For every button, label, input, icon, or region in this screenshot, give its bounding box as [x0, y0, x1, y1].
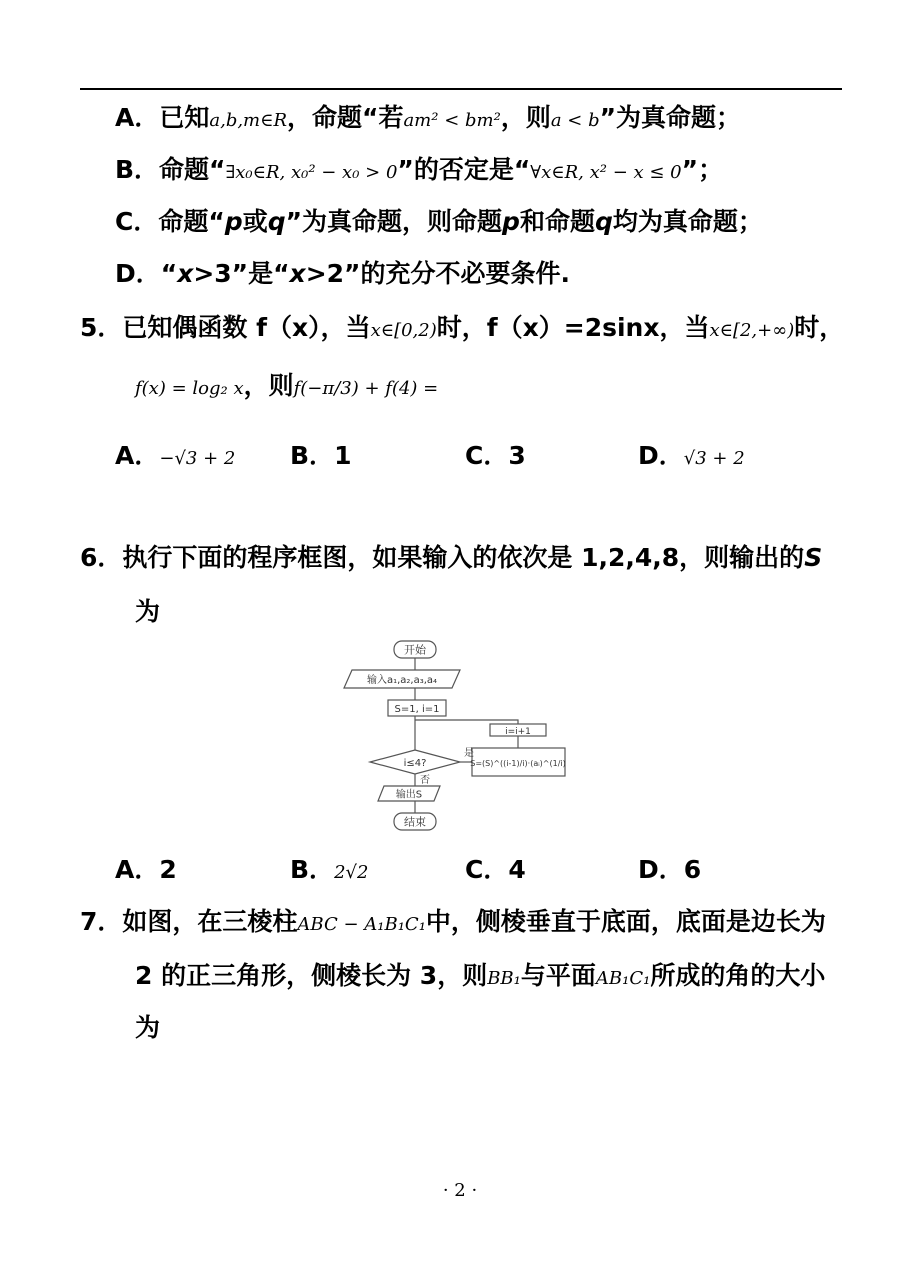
math: BB₁ [487, 968, 521, 989]
flow-no-label: 否 [420, 775, 430, 786]
math: ∃x₀∈R, x₀² − x₀ > 0 [225, 162, 398, 183]
q7-stem-line3 [135, 1012, 160, 1044]
q7-stem-line2 [135, 960, 825, 995]
label: B． [290, 441, 335, 470]
text: 5．已知偶函数 f（x），当 [80, 313, 371, 342]
flow-update-label: S=(S)^((i-1)/i)·(aᵢ)^(1/i) [470, 759, 566, 768]
flow-start-label: 开始 [404, 643, 426, 657]
var: x [177, 259, 194, 288]
text: 中，侧棱垂直于底面，底面是边长为 [425, 907, 826, 936]
q4-option-b [115, 154, 723, 189]
text: >2”的充分不必要条件. [305, 259, 570, 288]
q7-stem-line1 [80, 906, 826, 941]
flow-input-label: 输入a₁,a₂,a₃,a₄ [366, 675, 438, 686]
text: A．已知 [115, 103, 210, 132]
flow-yes-label: 是 [464, 748, 474, 759]
label: D． [638, 855, 684, 884]
text: B．命题“ [115, 155, 226, 184]
math: x∈[0,2) [370, 320, 437, 341]
label: A． [115, 855, 160, 884]
value: 3 [508, 441, 526, 470]
text: D．“ [115, 259, 178, 288]
text: 为 [135, 1013, 161, 1042]
text: 时， [794, 313, 845, 342]
q5-option-b [290, 440, 351, 472]
var: S [804, 543, 823, 572]
flow-end-label: 结束 [404, 815, 426, 829]
math: ∀x∈R, x² − x ≤ 0 [530, 162, 682, 183]
label: A． [115, 441, 160, 470]
flowchart [330, 638, 570, 838]
header-rule [80, 88, 842, 90]
q5-option-d [638, 440, 745, 475]
math: f(x) = log₂ x [135, 378, 244, 399]
label: B． [290, 855, 335, 884]
math: am² < bm² [403, 110, 501, 131]
text: ，命题“若 [287, 103, 404, 132]
text: ”的否定是“ [397, 155, 531, 184]
q6-option-b [290, 854, 368, 889]
q5-option-c [465, 440, 526, 472]
flow-init-label: S=1, i=1 [394, 704, 440, 715]
q6-stem-line1 [80, 542, 822, 574]
text: C．命题“ [115, 207, 225, 236]
text: 2 的正三角形，侧棱长为 3，则 [135, 961, 488, 990]
q4-option-d [115, 258, 570, 290]
text: 6．执行下面的程序框图，如果输入的依次是 1,2,4,8，则输出的 [80, 543, 805, 572]
flow-output-label: 输出S [395, 789, 423, 801]
q5-stem-line1 [80, 312, 844, 347]
flow-cond-label: i≤4? [403, 758, 427, 769]
var: q [594, 207, 613, 236]
text: ，则 [500, 103, 551, 132]
math: ABC − A₁B₁C₁ [297, 914, 426, 935]
q6-option-c [465, 854, 526, 886]
value: −√3 + 2 [159, 448, 236, 469]
math: a < b [550, 110, 600, 131]
text: 所成的角的大小 [650, 961, 826, 990]
text: 和命题 [519, 207, 595, 236]
q5-option-a [115, 440, 235, 475]
value: 6 [683, 855, 702, 884]
math: f(−π/3) + f(4) = [293, 378, 439, 399]
var: x [289, 259, 306, 288]
math: a,b,m∈R [209, 110, 288, 131]
value: 4 [508, 855, 526, 884]
text: ”为真命题； [599, 103, 742, 132]
var: q [267, 207, 286, 236]
q6-stem-line2 [135, 596, 160, 628]
var: p [502, 207, 520, 236]
page-number: · 2 · [442, 1180, 478, 1201]
var: p [224, 207, 243, 236]
text: ”为真命题，则命题 [285, 207, 503, 236]
text: 时，f（x）=2sinx，当 [436, 313, 710, 342]
q6-option-a [115, 854, 177, 886]
text: 或 [242, 207, 268, 236]
label: D． [638, 441, 684, 470]
value: 1 [334, 441, 352, 470]
text: 7．如图，在三棱柱 [80, 907, 298, 936]
text: ，则 [243, 371, 294, 400]
label: C． [465, 855, 509, 884]
q6-option-d [638, 854, 701, 886]
math: x∈[2,+∞) [709, 320, 795, 341]
value: √3 + 2 [683, 448, 745, 469]
math: AB₁C₁ [595, 968, 651, 989]
flow-incr-label: i=i+1 [505, 727, 531, 737]
text: 均为真命题； [612, 207, 763, 236]
text: 为 [135, 597, 161, 626]
q4-option-a [115, 102, 741, 137]
q4-option-c [115, 206, 763, 238]
value: 2 [159, 855, 177, 884]
q5-stem-line2 [135, 370, 438, 405]
value: 2√2 [334, 862, 369, 883]
label: C． [465, 441, 509, 470]
text: 与平面 [520, 961, 596, 990]
text: ”； [681, 155, 724, 184]
text: >3”是“ [193, 259, 290, 288]
